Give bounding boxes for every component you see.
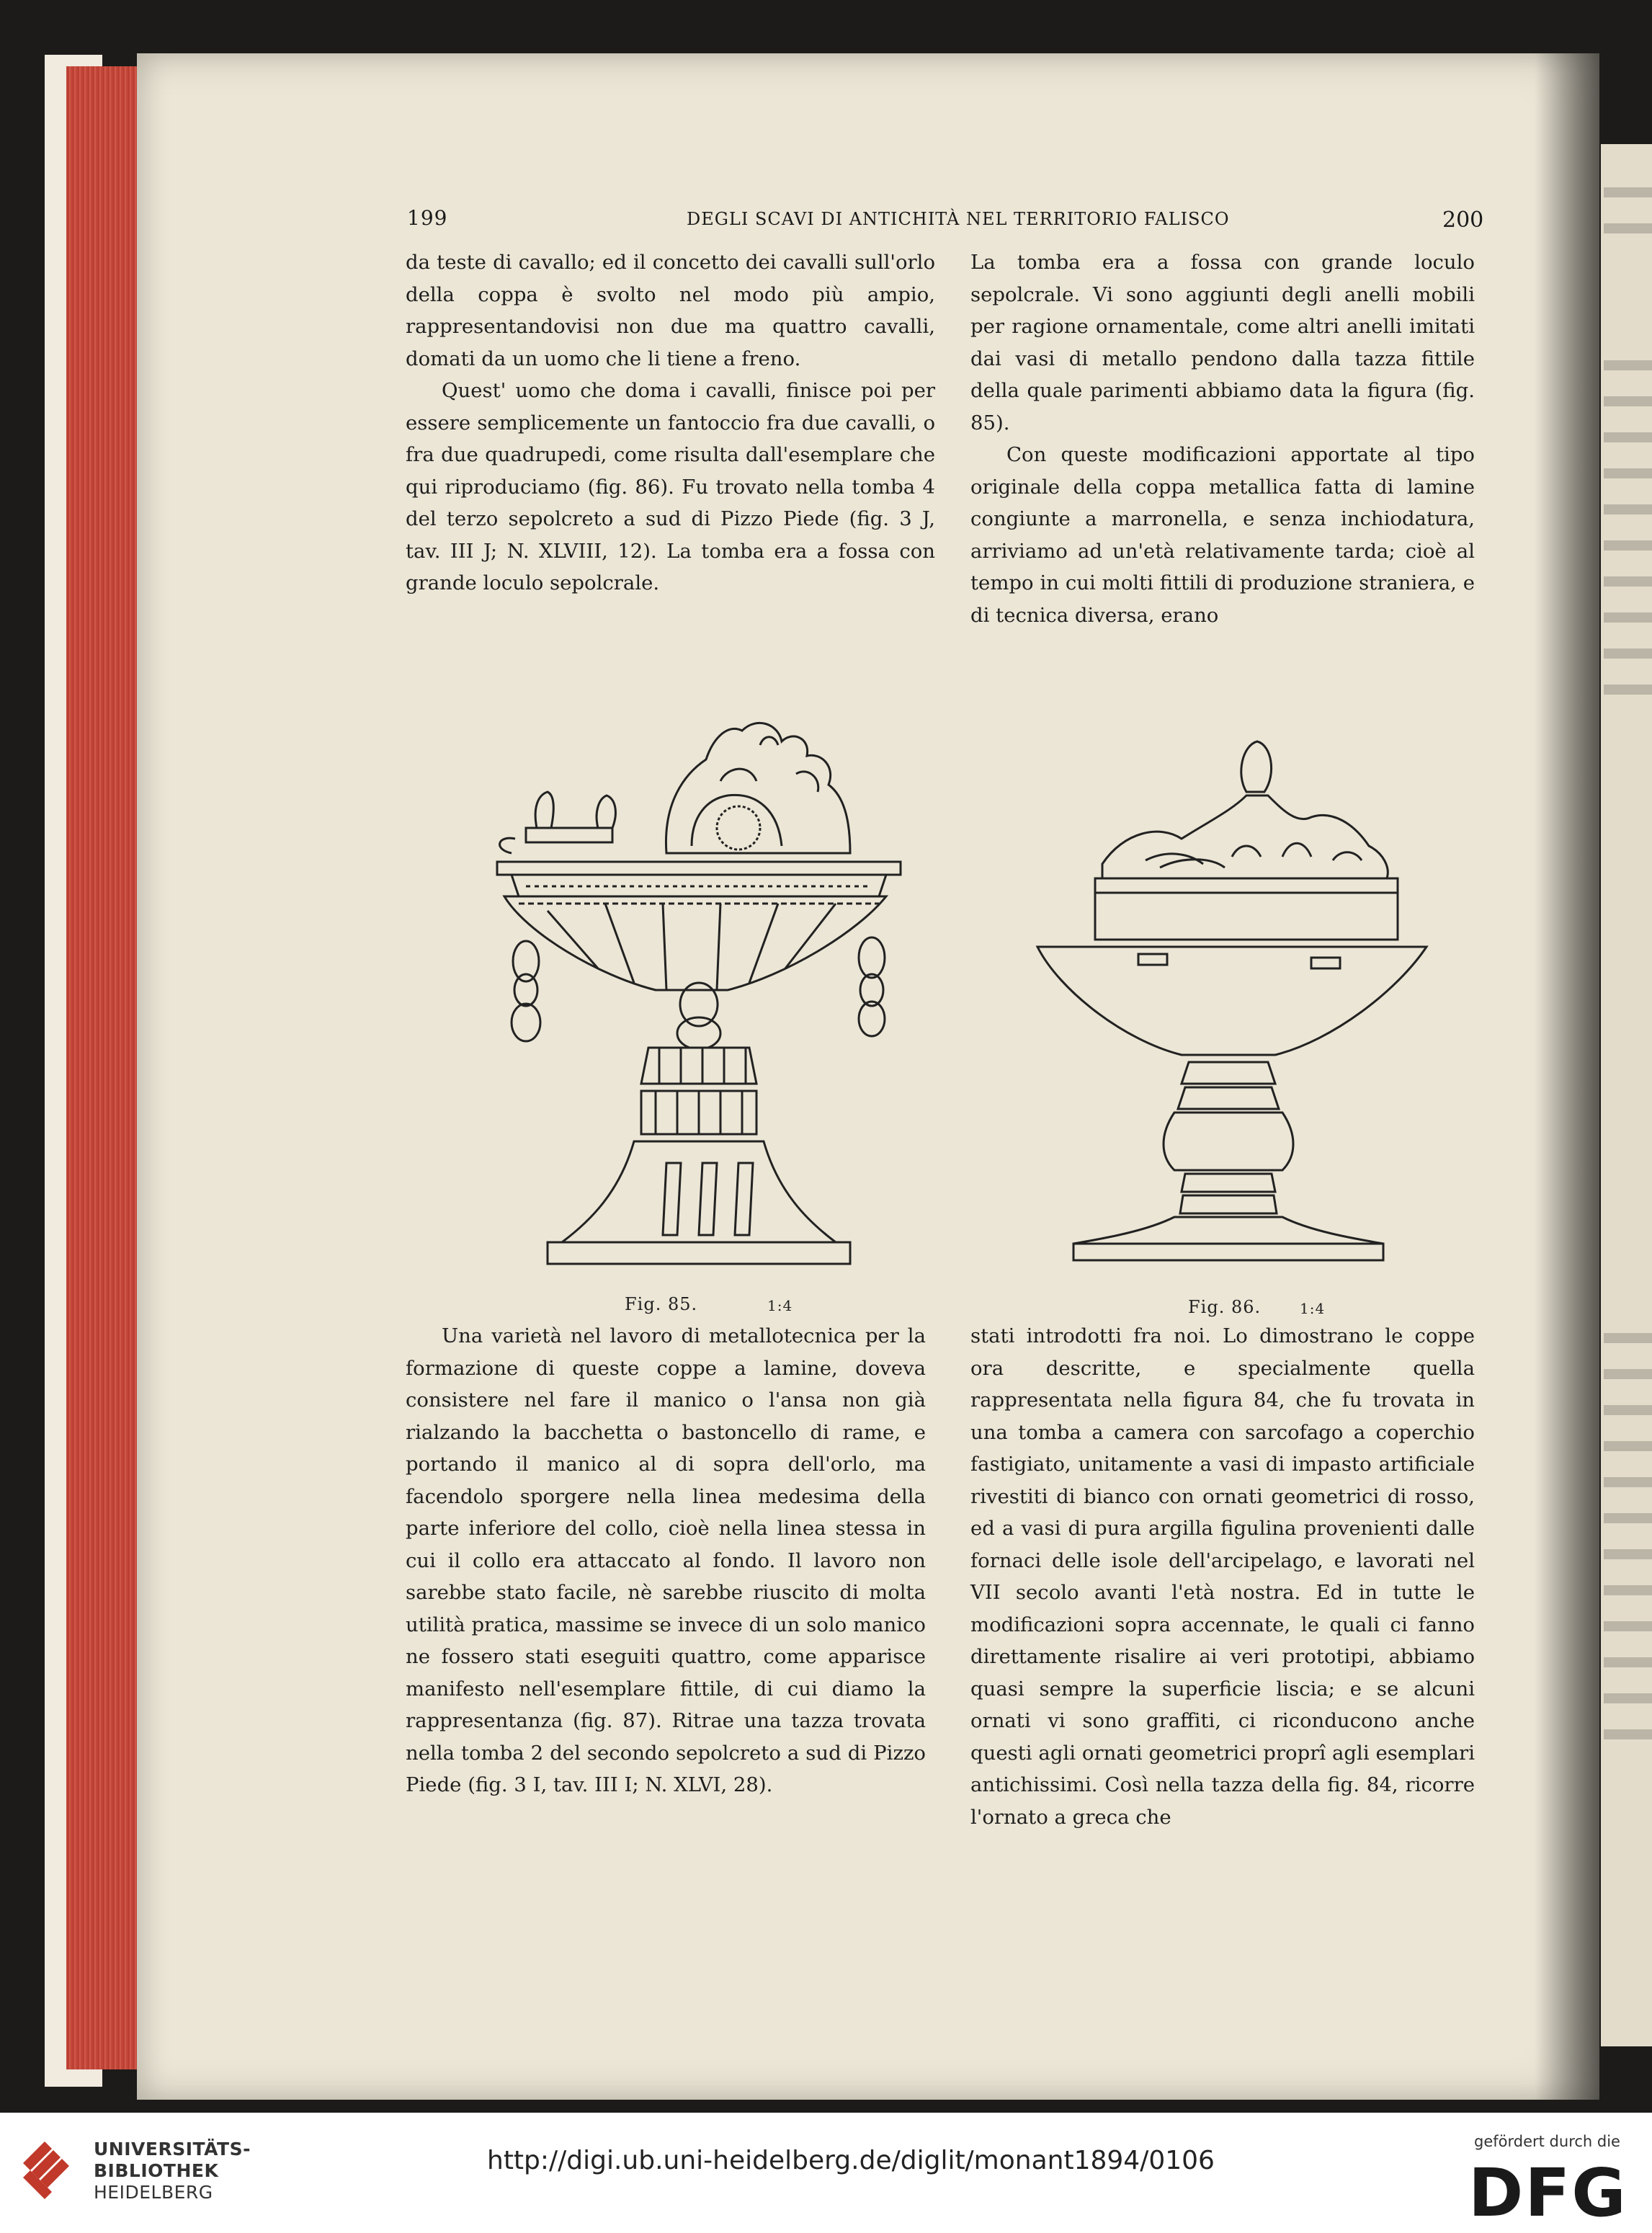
ub-heidelberg-logo-icon bbox=[16, 2134, 88, 2206]
figure-86-scale: 1:4 bbox=[1300, 1300, 1326, 1317]
library-name-line: BIBLIOTHEK bbox=[94, 2160, 219, 2181]
library-name-line: HEIDELBERG bbox=[94, 2182, 213, 2203]
paragraph: Quest' uomo che doma i cavalli, finisce poi per essere semplicemente un fantoccio fra due cavalli, o fra due quadrupedi, come risulta dall'esemplare che qui riproduciamo (fig. 86). Fu trovato nella tomba 4 del terzo sepolcreto a sud di Pizzo Piede (fig. 3 J, tav. III J; N. XLVIII, 12). La tomba era a fossa con grande loculo sepolcrale. bbox=[406, 379, 935, 594]
text-column-bottom-right bbox=[970, 1320, 1475, 1833]
paragraph: Con queste modificazioni apportate al tipo originale della coppa metallica fatta di lamine congiunte a marronella, e senza inchiodatura, arriviamo ad un'età relativamente tarda; cioè al tempo in cui molti fittili di produzione straniera, e di tecnica diversa, erano bbox=[970, 443, 1475, 627]
permalink-url[interactable]: http://digi.ub.uni-heidelberg.de/diglit/monant1894/0106 bbox=[487, 2146, 1215, 2175]
page-number-right: 200 bbox=[1442, 208, 1484, 233]
text-column-bottom-left bbox=[406, 1320, 926, 1801]
red-page-edge bbox=[66, 66, 146, 2069]
figure-85-scale: 1:4 bbox=[767, 1297, 793, 1314]
paragraph: stati introdotti fra noi. Lo dimostrano le coppe ora descritte, e specialmente quella rappresentata nella figura 84, che fu trovata in una tomba a camera con sarcofago a coperchio fastigiato, unitamente a vasi di impasto artificiale rivestiti di bianco con ornati geometrici di rosso, ed a vasi di pura argilla figulina provenienti dalle fornaci delle isole dell'arcipelago, e lavorati nel VII secolo avanti l'età nostra. Ed in tutte le modificazioni sopra accennate, le quali ci fanno direttamente risalire ai veri prototipi, abbiamo quasi sempre la superficie liscia; e se alcuni ornati vi sono graffiti, ci riconducono anche questi agli ornati geometrici proprî agli esemplari antichissimi. Così nella tazza della fig. 84, ricorre l'ornato a greca che bbox=[970, 1324, 1475, 1829]
figure-86-illustration bbox=[994, 723, 1455, 1278]
library-name-line: UNIVERSITÄTS- bbox=[94, 2139, 251, 2160]
paragraph: La tomba era a fossa con grande loculo sepolcrale. Vi sono aggiunti degli anelli mobili per ragione ornamentale, come altri anelli imitati dai vasi di metallo pendono dalla tazza fittile della quale parimenti abbiamo data la figura (fig. 85). bbox=[970, 251, 1475, 434]
adjacent-page-fragment bbox=[1601, 144, 1652, 2046]
page-number-left: 199 bbox=[407, 206, 448, 230]
figure-85-caption: Fig. 85. bbox=[625, 1294, 698, 1314]
figure-86-caption: Fig. 86. bbox=[1188, 1297, 1262, 1317]
text-column-top-left bbox=[406, 246, 935, 600]
figure-85-illustration bbox=[418, 673, 951, 1285]
running-title: DEGLI SCAVI DI ANTICHITÀ NEL TERRITORIO FALISCO bbox=[687, 209, 1230, 229]
book-page bbox=[137, 53, 1599, 2100]
paragraph: Una varietà nel lavoro di metallotecnica per la formazione di queste coppe a lamine, doveva consistere nel fare il manico o l'ansa non già rialzando la bacchetta o bastoncello di rame, e portando il manico al di sopra dell'orlo, ma facendolo sporgere nella linea medesima della parte inferiore del collo, cioè nella linea stessa in cui il collo era attaccato al fondo. Il lavoro non sarebbe stato facile, nè sarebbe riuscito di molta utilità pratica, massime se invece di un solo manico ne fossero stati eseguiti quattro, come apparisce manifesto nell'esemplare fittile, di cui diamo la rappresentanza (fig. 87). Ritrae una tazza trovata nella tomba 2 del secondo sepolcreto a sud di Pizzo Piede (fig. 3 I, tav. III I; N. XLVI, 28). bbox=[406, 1324, 926, 1796]
funding-label: gefördert durch die bbox=[1474, 2133, 1620, 2150]
viewer-footer bbox=[0, 2113, 1652, 2233]
dfg-logo-icon: DFG bbox=[1468, 2154, 1628, 2232]
paragraph: da teste di cavallo; ed il concetto dei cavalli sull'orlo della coppa è svolto nel modo più ampio, rappresentandovisi non due ma quattro cavalli, domati da un uomo che li tiene a freno. bbox=[406, 251, 935, 370]
text-column-top-right bbox=[970, 246, 1475, 631]
